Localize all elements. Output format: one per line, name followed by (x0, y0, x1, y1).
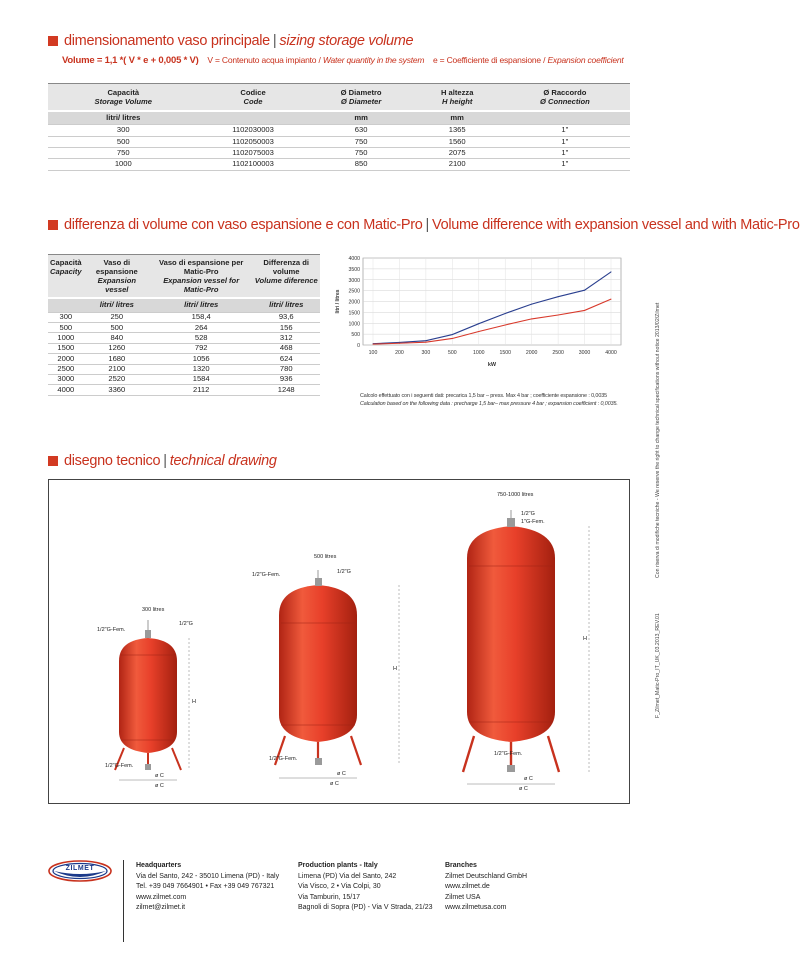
series-point-0 (425, 340, 426, 341)
unit-cell: litri/ litres (150, 298, 252, 312)
footer-production-plants: Production plants - Italy Limena (PD) Via del Santo, 242 Via Visco, 2 • Via Colpi, 30 Via Tamburin, 15/17 Bagnoli di Sopra (PD) - Via V Strada, 21/23 (298, 862, 433, 912)
volume-line-chart (328, 252, 628, 380)
side-disclaimer: Con riserva di modifiche tecniche - We reserve the right to change technical specifications without notice 2013/02/Zilmet (655, 302, 661, 578)
table-cell: 300 (48, 312, 84, 322)
table-row (48, 323, 320, 333)
table-row (48, 312, 320, 322)
table-row (48, 354, 320, 364)
technical-drawing-frame (48, 479, 630, 804)
series-point-1 (531, 318, 532, 319)
x-axis-label: kW (487, 362, 497, 368)
svg-text:1"G-Fem.: 1"G-Fem. (521, 519, 545, 525)
x-tick-label: 1500 (499, 350, 511, 356)
series-point-1 (452, 338, 453, 339)
section-bullet-icon (48, 36, 58, 46)
series-point-0 (505, 313, 506, 314)
table-row (48, 125, 630, 136)
table-cell: 2075 (415, 148, 500, 159)
units-row (48, 111, 630, 125)
series-point-0 (558, 296, 559, 297)
series-point-1 (558, 314, 559, 315)
table-cell: 1102030003 (199, 125, 308, 136)
chart-note-en: Calculation based on the following data : precharge 1,5 bar– max pressure 4 bar ; expansion coefficient : 0,0035. (360, 401, 618, 407)
table-cell: 2100 (84, 364, 150, 374)
series-point-1 (399, 343, 400, 344)
table-cell: 1" (500, 148, 630, 159)
section-title-volume-difference: differenza di volume con vaso espansione e con Matic-Pro | Volume difference with expansion vessel and with Matic-Pro (48, 217, 800, 233)
section-title-sizing: dimensionamento vaso principale | sizing storage volume (48, 33, 413, 49)
section-bullet-icon (48, 220, 58, 230)
table-cell: 158,4 (150, 312, 252, 322)
table-row (48, 148, 630, 159)
side-document-code: F_Zilmet_Matic-Pro_IT_UK_03.2013_REV.01 (655, 613, 661, 718)
table-cell: 1560 (415, 136, 500, 147)
y-tick-label: 3500 (348, 266, 360, 273)
table-cell: 624 (252, 354, 320, 364)
svg-text:ø C: ø C (337, 771, 346, 777)
volume-difference-table (48, 254, 320, 396)
table-cell: 1102100003 (199, 159, 308, 170)
table-cell: 1000 (48, 333, 84, 343)
volume-formula: Volume = 1,1 *( V * e + 0,005 * V) V = Contenuto acqua impianto / Water quantity in the system e = Coefficiente di espansione / Expansion coefficient (62, 55, 624, 66)
table-row (48, 343, 320, 353)
series-point-0 (584, 290, 585, 291)
unit-cell (500, 111, 630, 125)
table-cell: 156 (252, 323, 320, 333)
usa-website-link[interactable]: www.zilmetusa.com (445, 904, 507, 912)
label-500-litres: 500 litres (314, 554, 337, 560)
series-point-0 (531, 304, 532, 305)
table-cell: 3000 (48, 374, 84, 384)
table-cell: 500 (84, 323, 150, 333)
x-tick-label: 4000 (605, 350, 617, 356)
unit-cell: litri/ litres (84, 298, 150, 312)
y-tick-label: 2500 (348, 288, 360, 295)
y-tick-label: 1500 (348, 310, 360, 317)
series-point-1 (478, 331, 479, 332)
svg-text:1/2"G: 1/2"G (179, 621, 193, 627)
svg-text:ø C: ø C (524, 776, 533, 782)
series-point-0 (478, 323, 479, 324)
table-cell: 4000 (48, 385, 84, 395)
x-tick-label: 300 (421, 350, 431, 356)
svg-text:H: H (393, 666, 397, 672)
svg-text:1/2"G: 1/2"G (337, 569, 351, 575)
zilmet-logo (48, 860, 112, 887)
table-cell: 300 (48, 125, 199, 136)
svg-text:1/2"G-Fem.: 1/2"G-Fem. (105, 763, 134, 769)
series-point-1 (611, 299, 612, 300)
header-2: Vaso di espansione per Matic-Pro Expansion vessel for Matic-Pro (150, 255, 252, 299)
y-tick-label: 1000 (348, 321, 360, 328)
svg-text:ø C: ø C (519, 786, 528, 792)
table-cell: 840 (84, 333, 150, 343)
table-row (48, 364, 320, 374)
table-cell: 630 (308, 125, 415, 136)
table-cell: 1102075003 (199, 148, 308, 159)
series-point-0 (452, 334, 453, 335)
table-cell: 1" (500, 159, 630, 170)
unit-cell (48, 298, 84, 312)
header-4: Ø Raccordo Ø Connection (500, 84, 630, 111)
y-tick-label: 3000 (348, 277, 360, 284)
unit-cell: mm (308, 111, 415, 125)
label-750-1000-litres: 750-1000 litres (497, 492, 534, 498)
table-cell: 750 (308, 136, 415, 147)
table-row (48, 159, 630, 170)
x-tick-label: 2500 (552, 350, 564, 356)
y-tick-label: 0 (357, 343, 360, 349)
series-point-1 (505, 324, 506, 325)
x-tick-label: 500 (448, 350, 457, 356)
table-cell: 528 (150, 333, 252, 343)
unit-cell: litri/ litres (252, 298, 320, 312)
svg-text:1/2"G-Fem.: 1/2"G-Fem. (269, 756, 298, 762)
table-cell: 1056 (150, 354, 252, 364)
table-cell: 1" (500, 136, 630, 147)
x-tick-label: 100 (368, 350, 378, 356)
table-row (48, 136, 630, 147)
header-1: Vaso di espansione Expansion vessel (84, 255, 150, 299)
hq-website-link[interactable]: www.zilmet.com (136, 893, 187, 901)
header-1: Codice Code (199, 84, 308, 111)
unit-cell: litri/ litres (48, 111, 199, 125)
table-cell: 250 (84, 312, 150, 322)
x-tick-label: 2000 (525, 350, 538, 356)
logo-wordmark: ZILMET (65, 865, 95, 872)
table-cell: 1500 (48, 343, 84, 353)
table-cell: 1365 (415, 125, 500, 136)
table-cell: 2000 (48, 354, 84, 364)
y-tick-label: 4000 (348, 256, 360, 262)
series-point-1 (425, 342, 426, 343)
series-point-0 (611, 271, 612, 272)
svg-text:H: H (192, 699, 196, 705)
x-tick-label: 1000 (473, 350, 485, 356)
table-cell: 1320 (150, 364, 252, 374)
footer-headquarters: Headquarters Via del Santo, 242 - 35010 Limena (PD) - Italy Tel. +39 049 7664901 • Fax +39 049 767321 www.zilmet.com zilmet@zilmet.it (136, 861, 279, 914)
footer-branches: Branches Zilmet Deutschland GmbH www.zilmet.de Zilmet USA www.zilmetusa.com (445, 861, 527, 914)
table-cell: 468 (252, 343, 320, 353)
table-cell: 750 (48, 148, 199, 159)
table-row (48, 385, 320, 395)
header-3: H altezza H height (415, 84, 500, 111)
table-cell: 2100 (415, 159, 500, 170)
svg-text:ø C: ø C (330, 781, 339, 787)
svg-text:1/2"G-Fem.: 1/2"G-Fem. (252, 572, 281, 578)
svg-text:1/2"G-Fem.: 1/2"G-Fem. (494, 751, 523, 757)
y-tick-label: 2000 (348, 299, 360, 306)
section-title-technical-drawing: disegno tecnico | technical drawing (48, 453, 277, 469)
series-point-1 (584, 310, 585, 311)
x-tick-label: 3000 (578, 350, 591, 356)
table-cell: 850 (308, 159, 415, 170)
table-cell: 1680 (84, 354, 150, 364)
table-cell: 1260 (84, 343, 150, 353)
header-2: Ø Diametro Ø Diameter (308, 84, 415, 111)
table-row (48, 374, 320, 384)
svg-text:ø C: ø C (155, 773, 164, 779)
y-tick-label: 500 (351, 332, 360, 339)
table-cell: 2112 (150, 385, 252, 395)
table-cell: 1000 (48, 159, 199, 170)
table-cell: 750 (308, 148, 415, 159)
table-cell: 264 (150, 323, 252, 333)
table-cell: 1584 (150, 374, 252, 384)
footer-divider (123, 860, 124, 942)
y-axis-label: litri / litres (335, 289, 341, 314)
header-0: Capacità Storage Volume (48, 84, 199, 111)
header-3: Differenza di volume Volume diference (252, 255, 320, 299)
series-point-1 (373, 344, 374, 345)
table-cell: 780 (252, 364, 320, 374)
svg-text:1/2"G-Fem.: 1/2"G-Fem. (97, 627, 126, 633)
svg-text:H: H (583, 636, 587, 642)
section-bullet-icon (48, 456, 58, 466)
table-row (48, 333, 320, 343)
table-cell: 1248 (252, 385, 320, 395)
svg-text:1/2"G: 1/2"G (521, 511, 535, 517)
label-300-litres: 300 litres (142, 607, 165, 613)
tank-750-1000 (463, 492, 589, 792)
table-cell: 2500 (48, 364, 84, 374)
x-tick-label: 200 (395, 350, 404, 356)
chart-note-it: Calcolo effettuato con i seguenti dati: precarica 1,5 bar – press. Max 4 bar ; coefficiente espansione : 0,0035 (360, 393, 608, 399)
units-row (48, 298, 320, 312)
de-website-link[interactable]: www.zilmet.de (445, 883, 490, 891)
table-cell: 1" (500, 125, 630, 136)
table-cell: 500 (48, 323, 84, 333)
unit-cell: mm (415, 111, 500, 125)
tank-300 (97, 607, 196, 789)
table-cell: 1102050003 (199, 136, 308, 147)
header-0: Capacità Capacity (48, 255, 84, 299)
table-cell: 93,6 (252, 312, 320, 322)
tank-500 (252, 554, 399, 787)
unit-cell (199, 111, 308, 125)
technical-drawing (49, 480, 629, 803)
hq-email-link[interactable]: zilmet@zilmet.it (136, 904, 186, 912)
svg-text:ø C: ø C (155, 783, 164, 789)
storage-volume-table (48, 83, 630, 171)
table-cell: 2520 (84, 374, 150, 384)
table-cell: 500 (48, 136, 199, 147)
table-cell: 3360 (84, 385, 150, 395)
table-cell: 792 (150, 343, 252, 353)
table-cell: 936 (252, 374, 320, 384)
table-cell: 312 (252, 333, 320, 343)
